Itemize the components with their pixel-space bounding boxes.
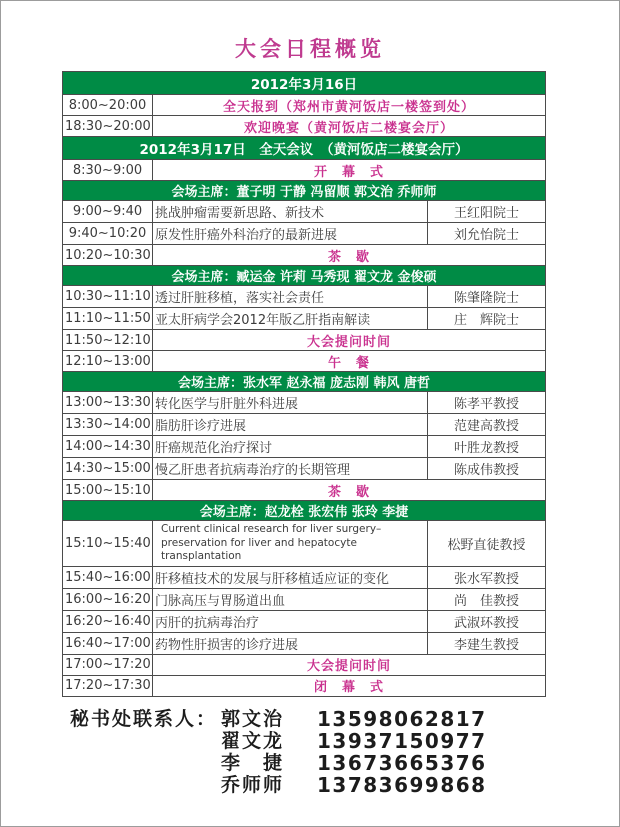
time-cell: 15:00~15:10 xyxy=(63,480,153,501)
schedule-table xyxy=(62,71,546,697)
speaker-cell: 李建生教授 xyxy=(428,632,546,654)
schedule-row-session xyxy=(63,521,546,567)
schedule-row-session xyxy=(63,201,546,223)
date-header-cell: 2012年3月16日 xyxy=(63,72,546,95)
contact-row xyxy=(221,730,487,752)
schedule-row-chair xyxy=(63,372,546,392)
time-cell: 14:30~15:00 xyxy=(63,458,153,480)
schedule-row-session xyxy=(63,458,546,480)
topic-cell: 原发性肝癌外科治疗的最新进展 xyxy=(153,223,428,245)
contact-phone: 13673665376 xyxy=(317,751,487,775)
time-cell: 14:00~14:30 xyxy=(63,436,153,458)
time-cell: 18:30~20:00 xyxy=(63,116,153,137)
schedule-row-session xyxy=(63,436,546,458)
schedule-row-session xyxy=(63,414,546,436)
time-cell: 13:30~14:00 xyxy=(63,414,153,436)
speaker-cell: 陈肇隆院士 xyxy=(428,286,546,308)
contact-row xyxy=(221,708,487,730)
session-chairs-cell: 会场主席：董子明 于静 冯留顺 郭文治 乔师师 xyxy=(63,181,546,201)
topic-cell: 脂肪肝诊疗进展 xyxy=(153,414,428,436)
contact-list xyxy=(221,708,487,796)
time-cell: 9:00~9:40 xyxy=(63,201,153,223)
topic-cell: 亚太肝病学会2012年版乙肝指南解读 xyxy=(153,308,428,330)
schedule-row-break xyxy=(63,351,546,372)
time-cell: 17:20~17:30 xyxy=(63,675,153,696)
time-cell: 15:40~16:00 xyxy=(63,566,153,588)
time-cell: 17:00~17:20 xyxy=(63,654,153,675)
contact-row xyxy=(221,774,487,796)
topic-cell: 挑战肿瘤需要新思路、新技术 xyxy=(153,201,428,223)
topic-cell: Current clinical research for liver surgery–preservation for liver and hepatocyte transplantation xyxy=(153,521,428,567)
contact-name: 李 捷 xyxy=(221,752,285,774)
topic-cell: 肝癌规范化治疗探讨 xyxy=(153,436,428,458)
topic-cell: 转化医学与肝脏外科进展 xyxy=(153,392,428,414)
contact-phone: 13598062817 xyxy=(317,707,487,731)
time-cell: 16:00~16:20 xyxy=(63,588,153,610)
contact-name: 郭文治 xyxy=(221,708,285,730)
date-header-cell: 2012年3月17日 全天会议 （黄河饭店二楼宴会厅） xyxy=(63,137,546,160)
contacts-label: 秘书处联系人： xyxy=(70,708,218,730)
schedule-row-break xyxy=(63,95,546,116)
time-cell: 10:30~11:10 xyxy=(63,286,153,308)
speaker-cell: 陈孝平教授 xyxy=(428,392,546,414)
session-chairs-cell: 会场主席：臧运金 许莉 马秀现 翟文龙 金俊硕 xyxy=(63,266,546,286)
schedule-row-break xyxy=(63,116,546,137)
break-activity-cell: 茶 歇 xyxy=(153,480,546,501)
break-activity-cell: 欢迎晚宴（黄河饭店二楼宴会厅） xyxy=(153,116,546,137)
break-activity-cell: 开 幕 式 xyxy=(153,160,546,181)
speaker-cell: 松野直徒教授 xyxy=(428,521,546,567)
speaker-cell: 叶胜龙教授 xyxy=(428,436,546,458)
schedule-table-body xyxy=(63,72,546,697)
contact-phone: 13783699868 xyxy=(317,773,487,797)
schedule-row-break xyxy=(63,330,546,351)
time-cell: 9:40~10:20 xyxy=(63,223,153,245)
contact-phone: 13937150977 xyxy=(317,729,487,753)
schedule-row-session xyxy=(63,588,546,610)
schedule-row-break xyxy=(63,675,546,696)
time-cell: 12:10~13:00 xyxy=(63,351,153,372)
schedule-row-session xyxy=(63,308,546,330)
speaker-cell: 尚 佳教授 xyxy=(428,588,546,610)
time-cell: 8:30~9:00 xyxy=(63,160,153,181)
speaker-cell: 刘允怡院士 xyxy=(428,223,546,245)
schedule-row-break xyxy=(63,245,546,266)
contact-name: 乔师师 xyxy=(221,774,285,796)
topic-cell: 肝移植技术的发展与肝移植适应证的变化 xyxy=(153,566,428,588)
schedule-row-chair xyxy=(63,266,546,286)
time-cell: 11:50~12:10 xyxy=(63,330,153,351)
session-chairs-cell: 会场主席：赵龙栓 张宏伟 张玲 李捷 xyxy=(63,501,546,521)
break-activity-cell: 全天报到（郑州市黄河饭店一楼签到处） xyxy=(153,95,546,116)
schedule-row-break xyxy=(63,654,546,675)
break-activity-cell: 午 餐 xyxy=(153,351,546,372)
secretariat-contacts xyxy=(70,708,487,796)
time-cell: 16:40~17:00 xyxy=(63,632,153,654)
speaker-cell: 张水军教授 xyxy=(428,566,546,588)
speaker-cell: 庄 辉院士 xyxy=(428,308,546,330)
break-activity-cell: 茶 歇 xyxy=(153,245,546,266)
time-cell: 13:00~13:30 xyxy=(63,392,153,414)
schedule-row-session xyxy=(63,566,546,588)
time-cell: 8:00~20:00 xyxy=(63,95,153,116)
page-title: 大会日程概览 xyxy=(235,37,385,61)
schedule-row-session xyxy=(63,610,546,632)
session-chairs-cell: 会场主席：张水军 赵永福 庞志刚 韩风 唐哲 xyxy=(63,372,546,392)
schedule-row-break xyxy=(63,160,546,181)
schedule-row-session xyxy=(63,286,546,308)
break-activity-cell: 大会提问时间 xyxy=(153,654,546,675)
speaker-cell: 武淑环教授 xyxy=(428,610,546,632)
schedule-row-session xyxy=(63,632,546,654)
topic-cell: 丙肝的抗病毒治疗 xyxy=(153,610,428,632)
schedule-row-session xyxy=(63,392,546,414)
topic-cell: 透过肝脏移植，落实社会责任 xyxy=(153,286,428,308)
time-cell: 16:20~16:40 xyxy=(63,610,153,632)
schedule-row-date xyxy=(63,137,546,160)
contact-row xyxy=(221,752,487,774)
speaker-cell: 王红阳院士 xyxy=(428,201,546,223)
schedule-row-chair xyxy=(63,501,546,521)
schedule-row-session xyxy=(63,223,546,245)
time-cell: 15:10~15:40 xyxy=(63,521,153,567)
speaker-cell: 陈成伟教授 xyxy=(428,458,546,480)
contact-name: 翟文龙 xyxy=(221,730,285,752)
topic-cell: 门脉高压与胃肠道出血 xyxy=(153,588,428,610)
schedule-row-chair xyxy=(63,181,546,201)
topic-cell: 慢乙肝患者抗病毒治疗的长期管理 xyxy=(153,458,428,480)
schedule-row-break xyxy=(63,480,546,501)
schedule-row-date xyxy=(63,72,546,95)
time-cell: 10:20~10:30 xyxy=(63,245,153,266)
time-cell: 11:10~11:50 xyxy=(63,308,153,330)
speaker-cell: 范建高教授 xyxy=(428,414,546,436)
break-activity-cell: 大会提问时间 xyxy=(153,330,546,351)
break-activity-cell: 闭 幕 式 xyxy=(153,675,546,696)
topic-cell: 药物性肝损害的诊疗进展 xyxy=(153,632,428,654)
